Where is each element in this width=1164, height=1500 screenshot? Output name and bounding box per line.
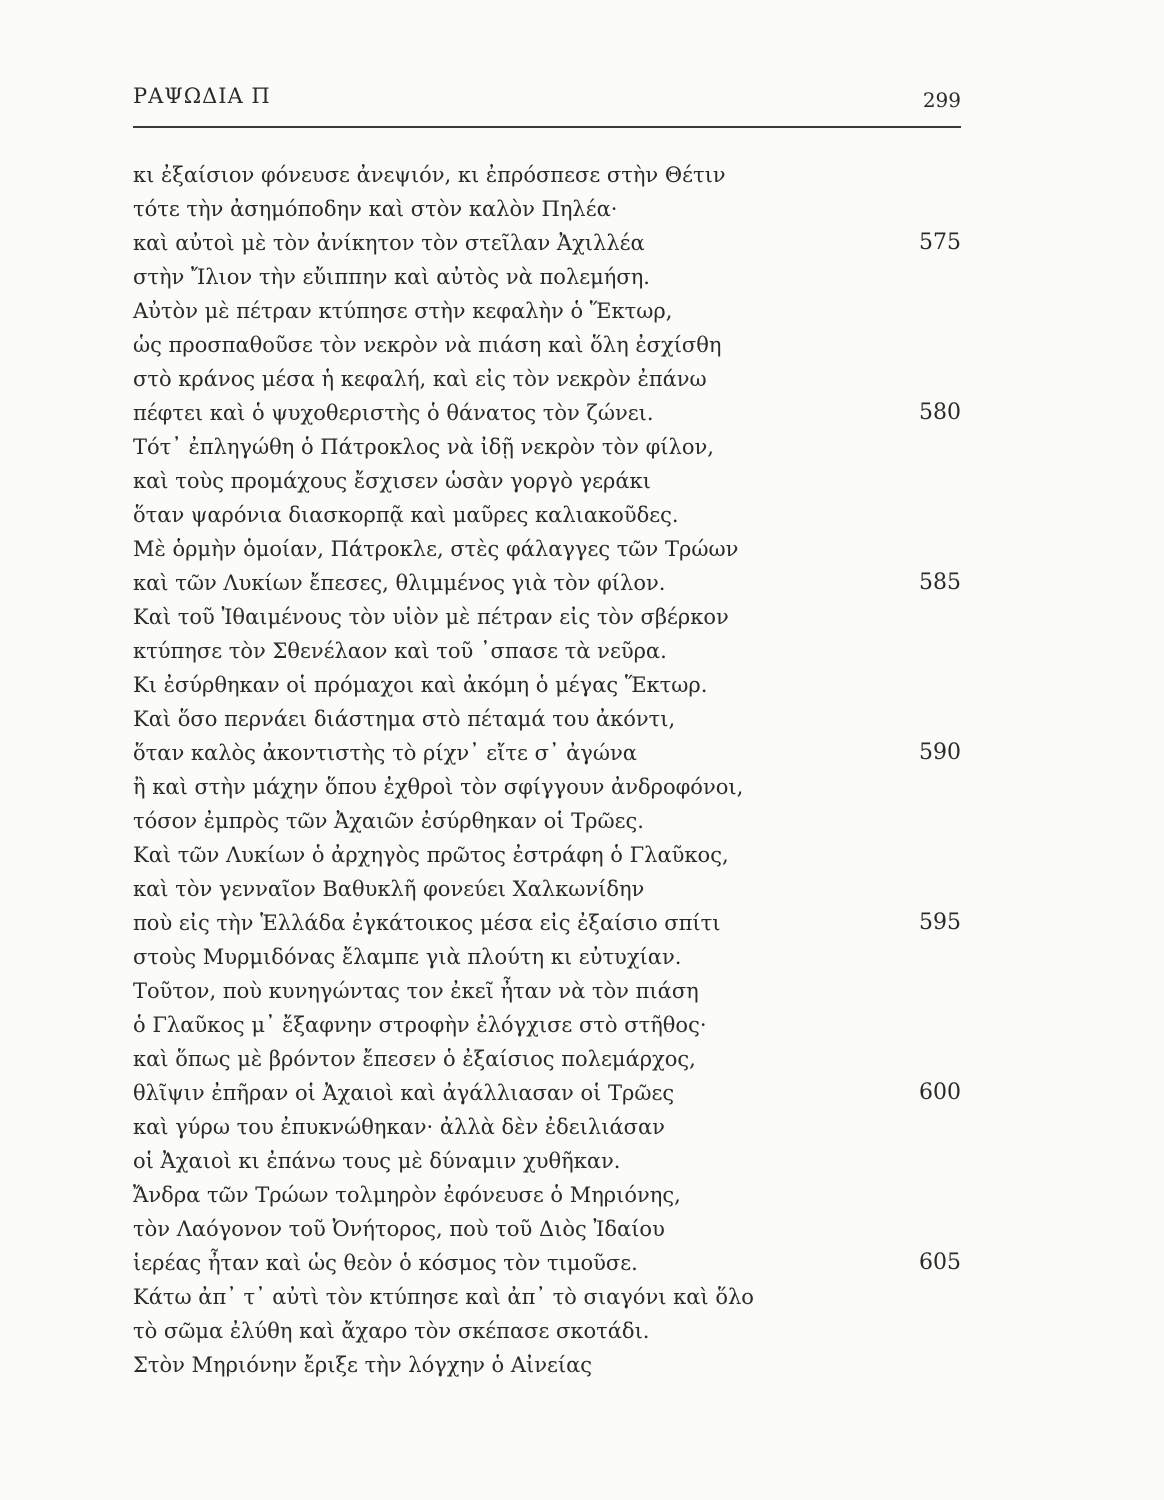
verse-line: [133, 1076, 961, 1110]
verse-line: [133, 600, 961, 634]
verse-text: Κάτω ἀπ᾽ τ᾽ αὐτὶ τὸν κτύπησε καὶ ἀπ᾽ τὸ σιαγόνι καὶ ὅλο: [133, 1285, 754, 1309]
line-number: 605: [919, 1250, 961, 1275]
line-number: 590: [919, 740, 961, 765]
verse-text: πέφτει καὶ ὁ ψυχοθεριστὴς ὁ θάνατος τὸν ζώνει.: [133, 401, 654, 425]
verse-text: οἱ Ἀχαιοὶ κι ἐπάνω τους μὲ δύναμιν χυθῆκαν.: [133, 1149, 621, 1173]
verse-text: στοὺς Μυρμιδόνας ἔλαμπε γιὰ πλούτη κι εὐτυχίαν.: [133, 945, 682, 969]
verse-text: Ἄνδρα τῶν Τρώων τολμηρὸν ἐφόνευσε ὁ Μηριόνης,: [133, 1183, 681, 1207]
line-number: 595: [919, 910, 961, 935]
verse-text: τὸ σῶμα ἐλύθη καὶ ἄχαρο τὸν σκέπασε σκοτάδι.: [133, 1319, 650, 1343]
verse-text: Μὲ ὁρμὴν ὁμοίαν, Πάτροκλε, στὲς φάλαγγες τῶν Τρώων: [133, 537, 739, 561]
verse-text: Τοῦτον, ποὺ κυνηγώντας τον ἐκεῖ ἦταν νὰ τὸν πιάση: [133, 979, 699, 1003]
verse-text: ἢ καὶ στὴν μάχην ὅπου ἐχθροὶ τὸν σφίγγουν ἀνδροφόνοι,: [133, 775, 744, 799]
page-header: [133, 82, 961, 122]
verse-line: [133, 1178, 961, 1212]
verse-text: καὶ γύρω του ἐπυκνώθηκαν· ἀλλὰ δὲν ἐδειλιάσαν: [133, 1115, 665, 1139]
verse-line: [133, 1212, 961, 1246]
verse-text: Αὐτὸν μὲ πέτραν κτύπησε στὴν κεφαλὴν ὁ Ἕκτωρ,: [133, 299, 673, 323]
verse-line: [133, 1246, 961, 1280]
header-rule: [133, 126, 961, 128]
verse-text: Καὶ ὅσο περνάει διάστημα στὸ πέταμά του ἀκόντι,: [133, 707, 676, 731]
verse-line: [133, 1042, 961, 1076]
verse-line: [133, 430, 961, 464]
verse-line: [133, 770, 961, 804]
verse-line: [133, 328, 961, 362]
verse-line: [133, 736, 961, 770]
verse-text: θλῖψιν ἐπῆραν οἱ Ἀχαιοὶ καὶ ἀγάλλιασαν οἱ Τρῶες: [133, 1081, 675, 1105]
verse-line: [133, 1144, 961, 1178]
verse-text: Καὶ τοῦ Ἰθαιμένους τὸν υἱὸν μὲ πέτραν εἰς τὸν σβέρκον: [133, 605, 729, 629]
verse-line: [133, 362, 961, 396]
verse-line: [133, 702, 961, 736]
verse-line: [133, 668, 961, 702]
verse-text: καὶ αὐτοὶ μὲ τὸν ἀνίκητον τὸν στεῖλαν Ἀχιλλέα: [133, 231, 645, 255]
verse-text: ὅταν ψαρόνια διασκορπᾷ καὶ μαῦρες καλιακοῦδες.: [133, 503, 679, 527]
verse-list: [133, 158, 961, 1382]
verse-line: [133, 1314, 961, 1348]
verse-text: καὶ τῶν Λυκίων ἔπεσες, θλιμμένος γιὰ τὸν φίλον.: [133, 571, 666, 595]
verse-text: Κι ἐσύρθηκαν οἱ πρόμαχοι καὶ ἀκόμη ὁ μέγας Ἕκτωρ.: [133, 673, 708, 697]
verse-text: στὴν Ἴλιον τὴν εὔιππην καὶ αὐτὸς νὰ πολεμήση.: [133, 265, 650, 289]
verse-line: [133, 498, 961, 532]
verse-line: [133, 294, 961, 328]
verse-line: [133, 804, 961, 838]
verse-text: τόσον ἐμπρὸς τῶν Ἀχαιῶν ἐσύρθηκαν οἱ Τρῶες.: [133, 809, 644, 833]
verse-text: Τότ᾽ ἐπληγώθη ὁ Πάτροκλος νὰ ἰδῇ νεκρὸν τὸν φίλον,: [133, 435, 714, 459]
verse-line: [133, 396, 961, 430]
verse-text: ὡς προσπαθοῦσε τὸν νεκρὸν νὰ πιάση καὶ ὅλη ἐσχίσθη: [133, 333, 722, 357]
verse-text: καὶ τοὺς προμάχους ἔσχισεν ὡσὰν γοργὸ γεράκι: [133, 469, 651, 493]
verse-text: στὸ κράνος μέσα ἡ κεφαλή, καὶ εἰς τὸν νεκρὸν ἐπάνω: [133, 367, 707, 391]
verse-line: [133, 464, 961, 498]
verse-text: Στὸν Μηριόνην ἔριξε τὴν λόγχην ὁ Αἰνείας: [133, 1353, 593, 1377]
verse-text: κι ἐξαίσιον φόνευσε ἀνεψιόν, κι ἐπρόσπεσε στὴν Θέτιν: [133, 163, 726, 187]
line-number: 580: [919, 400, 961, 425]
verse-line: [133, 260, 961, 294]
verse-line: [133, 906, 961, 940]
line-number: 585: [919, 570, 961, 595]
line-number: 575: [919, 230, 961, 255]
verse-line: [133, 838, 961, 872]
verse-line: [133, 940, 961, 974]
running-head: ΡΑΨΩΔΙΑ Π: [133, 84, 271, 108]
verse-line: [133, 192, 961, 226]
line-number: 600: [919, 1080, 961, 1105]
verse-line: [133, 158, 961, 192]
verse-line: [133, 974, 961, 1008]
page-number: 299: [922, 88, 961, 112]
verse-text: κτύπησε τὸν Σθενέλαον καὶ τοῦ ᾽σπασε τὰ νεῦρα.: [133, 639, 667, 663]
verse-text: ὁ Γλαῦκος μ᾽ ἔξαφνην στροφὴν ἐλόγχισε στὸ στῆθος·: [133, 1013, 707, 1037]
verse-line: [133, 1280, 961, 1314]
verse-text: τότε τὴν ἀσημόποδην καὶ στὸν καλὸν Πηλέα·: [133, 197, 618, 221]
verse-line: [133, 872, 961, 906]
verse-line: [133, 226, 961, 260]
verse-line: [133, 532, 961, 566]
verse-text: τὸν Λαόγονον τοῦ Ὀνήτορος, ποὺ τοῦ Διὸς Ἰδαίου: [133, 1217, 665, 1241]
verse-line: [133, 1008, 961, 1042]
verse-line: [133, 566, 961, 600]
verse-line: [133, 1348, 961, 1382]
verse-text: ἱερέας ἦταν καὶ ὡς θεὸν ὁ κόσμος τὸν τιμοῦσε.: [133, 1251, 638, 1275]
verse-text: καὶ ὅπως μὲ βρόντον ἔπεσεν ὁ ἐξαίσιος πολεμάρχος,: [133, 1047, 696, 1071]
verse-text: Καὶ τῶν Λυκίων ὁ ἀρχηγὸς πρῶτος ἐστράφη ὁ Γλαῦκος,: [133, 843, 729, 867]
verse-text: ποὺ εἰς τὴν Ἑλλάδα ἐγκάτοικος μέσα εἰς ἐξαίσιο σπίτι: [133, 911, 721, 935]
verse-text: καὶ τὸν γενναῖον Βαθυκλῆ φονεύει Χαλκωνίδην: [133, 877, 645, 901]
verse-line: [133, 1110, 961, 1144]
verse-text: ὅταν καλὸς ἀκοντιστὴς τὸ ρίχν᾽ εἴτε σ᾽ ἀγώνα: [133, 741, 637, 765]
verse-line: [133, 634, 961, 668]
